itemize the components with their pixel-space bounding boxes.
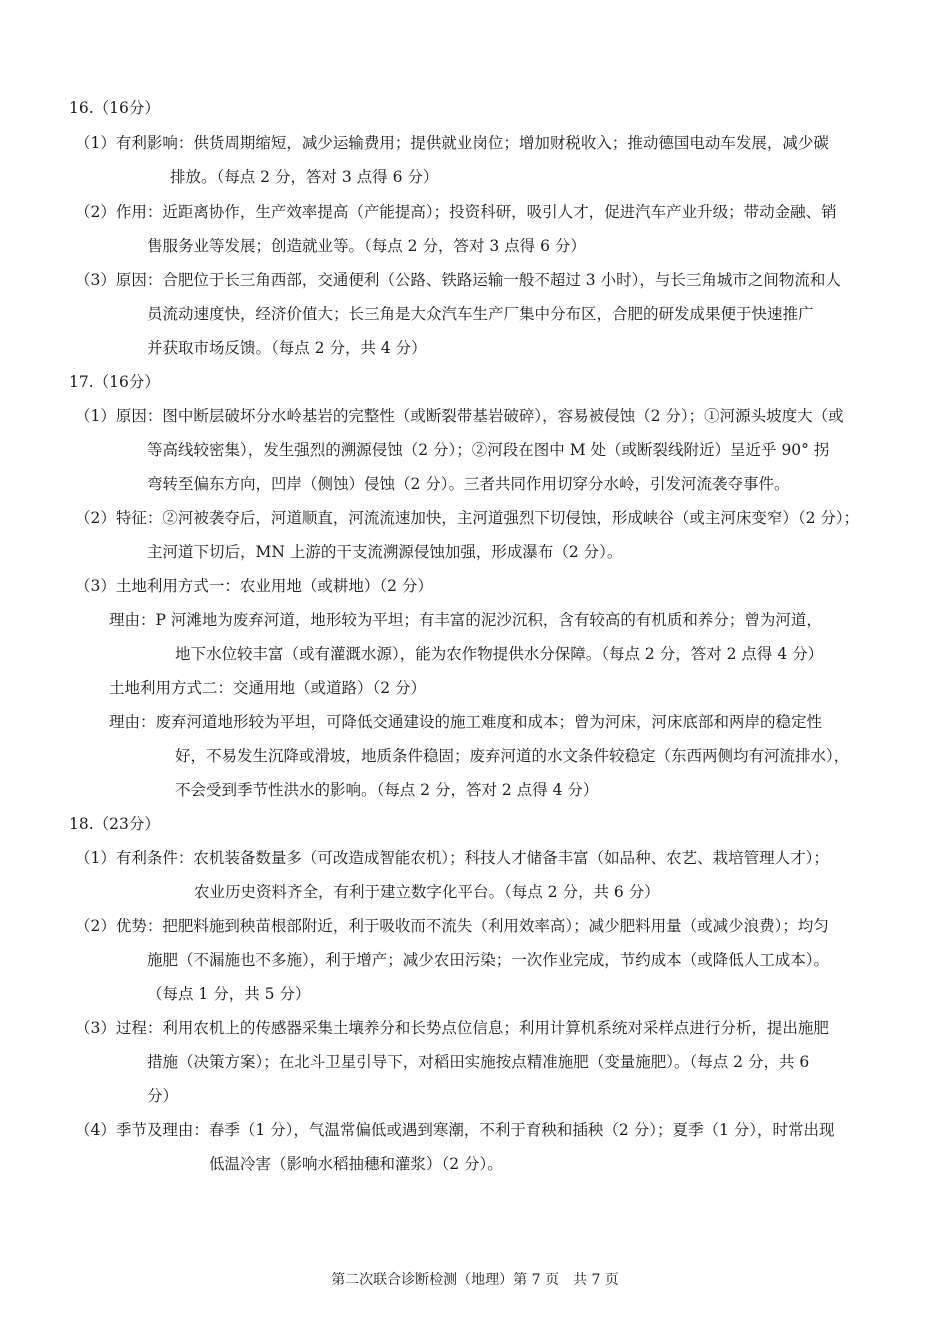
q16-part3-line2: 员流动速度快，经济价值大；长三角是大众汽车生产厂集中分布区，合肥的研发成果便于快速推广 bbox=[147, 305, 814, 323]
q17-part3-reason2-line3: 不会受到季节性洪水的影响。（每点 2 分，答对 2 点得 4 分） bbox=[175, 781, 599, 799]
q17-part3-head: （3）土地利用方式一：农业用地（或耕地）（2 分） bbox=[75, 577, 433, 595]
q16-part1-line1: （1）有利影响：供货周期缩短，减少运输费用；提供就业岗位；增加财税收入；推动德国电动车发展，减少碳 bbox=[75, 134, 829, 152]
q16-part3-line3: 并获取市场反馈。（每点 2 分，共 4 分） bbox=[147, 339, 427, 357]
q16-part2-line1: （2）作用：近距离协作，生产效率提高（产能提高）；投资科研，吸引人才，促进汽车产业升级；带动金融、销 bbox=[75, 203, 837, 221]
q17-part2-line1: （2）特征：②河被袭夺后，河道顺直，河流流速加快，主河道强烈下切侵蚀，形成峡谷（或主河床变窄）（2 分）； bbox=[75, 509, 860, 527]
q17-part1-line2: 等高线较密集），发生强烈的溯源侵蚀（2 分）；②河段在图中 M 处（或断裂线附近）呈近乎 90° 拐 bbox=[147, 441, 830, 459]
q17-title: 17.（16分） bbox=[69, 373, 160, 391]
q16-part2-line2: 售服务业等发展；创造就业等。（每点 2 分，答对 3 点得 6 分） bbox=[147, 237, 586, 255]
q17-part2-line2: 主河道下切后，MN 上游的干支流溯源侵蚀加强，形成瀑布（2 分）。 bbox=[147, 543, 623, 561]
q18-part4-line1: （4）季节及理由：春季（1 分），气温常偏低或遇到寒潮，不利于育秧和插秧（2 分）；夏季（1 分），时常出现 bbox=[75, 1121, 835, 1139]
q18-part4-line2: 低温冷害（影响水稻抽穗和灌浆）（2 分）。 bbox=[209, 1155, 503, 1173]
q16-part3-line1: （3）原因：合肥位于长三角西部，交通便利（公路、铁路运输一般不超过 3 小时），与长三角城市之间物流和人 bbox=[75, 271, 841, 289]
q18-part3-line1: （3）过程：利用农机上的传感器采集土壤养分和长势点位信息；利用计算机系统对采样点进行分析，提出施肥 bbox=[75, 1019, 829, 1037]
q18-part2-line1: （2）优势：把肥料施到秧苗根部附近，利于吸收而不流失（利用效率高）；减少肥料用量（或减少浪费）；均匀 bbox=[75, 917, 829, 935]
q18-part2-line3: （每点 1 分，共 5 分） bbox=[147, 985, 311, 1003]
q17-part3-head2: 土地利用方式二：交通用地（或道路）（2 分） bbox=[109, 679, 427, 697]
q17-part3-reason1-line2: 地下水位较丰富（或有灌溉水源），能为农作物提供水分保障。（每点 2 分，答对 2 点得 4 分） bbox=[175, 645, 824, 663]
q17-part1-line3: 弯转至偏东方向，凹岸（侧蚀）侵蚀（2 分）。三者共同作用切穿分水岭，引发河流袭夺事件。 bbox=[147, 475, 790, 493]
page-footer: 第二次联合诊断检测（地理）第 7 页 共 7 页 bbox=[331, 1272, 619, 1288]
q16-part1-line2: 排放。（每点 2 分，答对 3 点得 6 分） bbox=[170, 168, 439, 186]
q16-title: 16.（16分） bbox=[69, 99, 160, 117]
q18-part1-line2: 农业历史资料齐全，有利于建立数字化平台。（每点 2 分，共 6 分） bbox=[194, 883, 660, 901]
q18-title: 18.（23分） bbox=[69, 815, 160, 833]
q17-part3-reason2-line1: 理由：废弃河道地形较为平坦，可降低交通建设的施工难度和成本；曾为河床，河床底部和两岸的稳定性 bbox=[109, 713, 823, 731]
q18-part1-line1: （1）有利条件：农机装备数量多（可改造成智能农机）；科技人才储备丰富（如品种、农艺、栽培管理人才）； bbox=[75, 849, 829, 867]
q17-part3-reason1-line1: 理由：P 河滩地为废弃河道，地形较为平坦；有丰富的泥沙沉积，含有较高的有机质和养分；曾为河道， bbox=[109, 611, 822, 629]
q18-part3-line2: 措施（决策方案）；在北斗卫星引导下，对稻田实施按点精准施肥（变量施肥）。（每点 2 分，共 6 bbox=[147, 1053, 810, 1071]
q18-part2-line2: 施肥（不漏施也不多施），利于增产；减少农田污染；一次作业完成，节约成本（或降低人工成本）。 bbox=[147, 951, 830, 969]
q17-part3-reason2-line2: 好，不易发生沉降或滑坡，地质条件稳固；废弃河道的水文条件较稳定（东西两侧均有河流排水）， bbox=[175, 747, 850, 765]
q17-part1-line1: （1）原因：图中断层破坏分水岭基岩的完整性（或断裂带基岩破碎），容易被侵蚀（2 分）；①河源头坡度大（或 bbox=[75, 407, 844, 425]
q18-part3-line3: 分） bbox=[147, 1087, 179, 1105]
